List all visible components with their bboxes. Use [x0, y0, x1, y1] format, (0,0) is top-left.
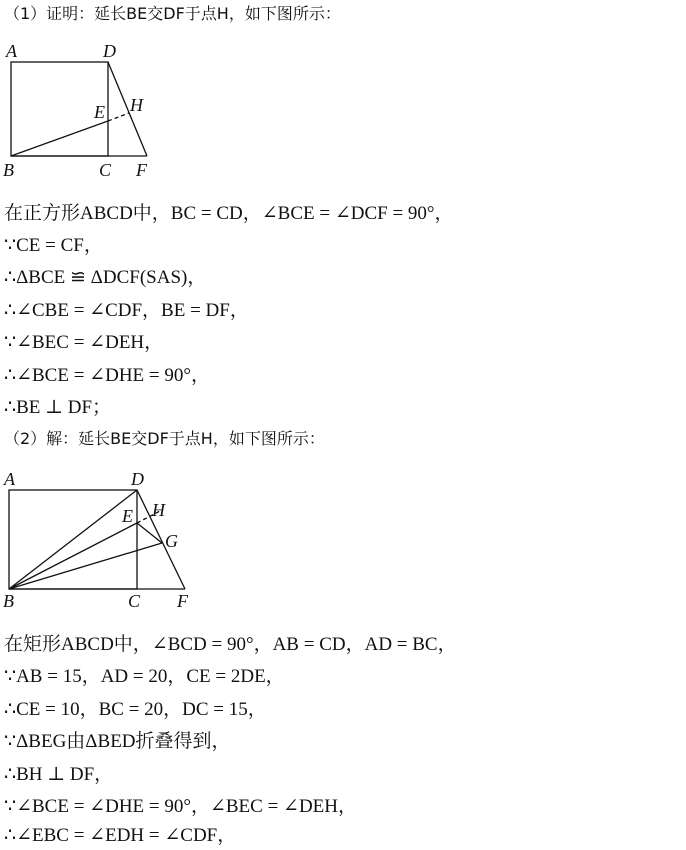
label-h: H — [130, 95, 143, 115]
label-b: B — [3, 160, 14, 180]
part2-line-7: ∴∠EBC = ∠EDH = ∠CDF， — [4, 825, 237, 846]
segment-eh-dashed — [108, 113, 129, 121]
label-f: F — [136, 160, 147, 180]
segment-bd — [9, 490, 137, 589]
part1-line-1: 在正方形ABCD中，BC = CD，∠BCE = ∠DCF = 90°， — [4, 203, 454, 224]
label-g: G — [165, 531, 178, 551]
label-e: E — [122, 506, 133, 526]
part2-line-2: ∵AB = 15，AD = 20，CE = 2DE， — [4, 666, 285, 687]
part1-line-3: ∴ΔBCE ≌ ΔDCF(SAS)， — [4, 267, 207, 288]
part2-line-3: ∴CE = 10，BC = 20，DC = 15， — [4, 699, 267, 720]
part1-line-2: ∵CE = CF， — [4, 235, 103, 256]
part1-line-7: ∴BE ⊥ DF； — [4, 397, 112, 418]
part2-line-1: 在矩形ABCD中，∠BCD = 90°，AB = CD，AD = BC， — [4, 634, 457, 655]
label-d: D — [131, 469, 144, 489]
label-h: H — [152, 500, 165, 520]
part1-heading: （1）证明：延长BE交DF于点H，如下图所示： — [4, 4, 341, 23]
part1-line-6: ∴∠BCE = ∠DHE = 90°， — [4, 365, 210, 386]
part1-line-4: ∴∠CBE = ∠CDF，BE = DF， — [4, 300, 249, 321]
label-c: C — [99, 160, 112, 180]
label-e: E — [94, 102, 105, 122]
figure-1-square-diagram — [0, 40, 200, 185]
label-a: A — [4, 469, 15, 489]
label-d: D — [103, 41, 116, 61]
part2-line-4: ∵ΔBEG由ΔBED折叠得到， — [4, 731, 231, 752]
part2-line-5: ∴BH ⊥ DF， — [4, 764, 114, 785]
part2-heading: （2）解：延长BE交DF于点H，如下图所示： — [4, 429, 325, 448]
part2-line-6: ∵∠BCE = ∠DHE = 90°，∠BEC = ∠DEH， — [4, 796, 358, 817]
label-a: A — [6, 41, 17, 61]
figure-2-rectangle-diagram — [0, 465, 220, 615]
label-c: C — [128, 591, 141, 611]
label-b: B — [3, 591, 14, 611]
segment-be — [11, 121, 108, 156]
part1-line-5: ∵∠BEC = ∠DEH， — [4, 332, 164, 353]
label-f: F — [177, 591, 188, 611]
